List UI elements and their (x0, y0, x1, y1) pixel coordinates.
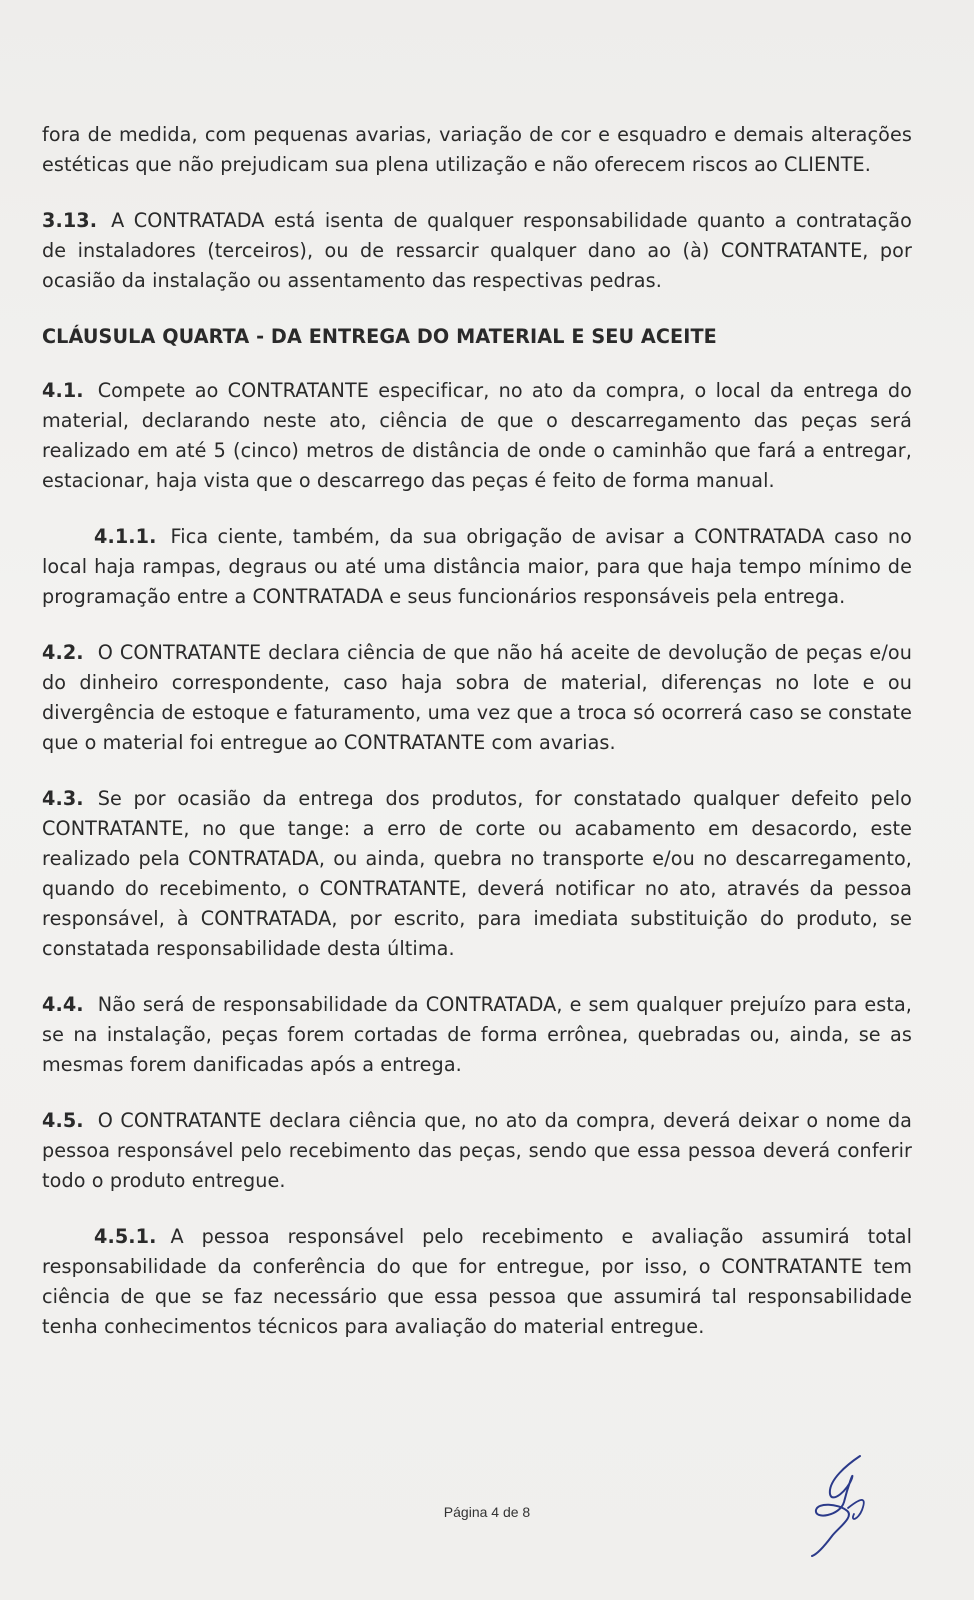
clause-number: 4.3. (42, 787, 84, 810)
clause-4-4 (42, 990, 912, 1080)
clause-text: A CONTRATADA está isenta de qualquer responsabilidade quanto a contratação de instaladores (terceiros), ou de ressarcir qualquer dano ao (à) CONTRATANTE, por ocasião da instalação ou assentamento das respectivas pedras. (42, 209, 912, 292)
clause-3-13 (42, 206, 912, 296)
clause-text: Não será de responsabilidade da CONTRATADA, e sem qualquer prejuízo para esta, se na instalação, peças forem cortadas de forma errônea, quebradas ou, ainda, se as mesmas forem danificadas após a entrega. (42, 993, 912, 1076)
clause-4-1-1 (42, 522, 912, 612)
clause-4-1 (42, 376, 912, 496)
clause-number: 4.5. (42, 1109, 84, 1132)
clause-number: 4.5.1. (94, 1225, 157, 1248)
clause-number: 4.4. (42, 993, 84, 1016)
clause-text: A pessoa responsável pelo recebimento e avaliação assumirá total responsabilidade da conferência do que for entregue, por isso, o CONTRATANTE tem ciência de que se faz necessário que essa pessoa que assumirá tal responsabilidade tenha conhecimentos técnicos para avaliação do material entregue. (42, 1225, 912, 1338)
clause-text: O CONTRATANTE declara ciência de que não há aceite de devolução de peças e/ou do dinheiro correspondente, caso haja sobra de material, diferenças no lote e ou divergência de estoque e faturamento, uma vez que a troca só ocorrerá caso se constate que o material foi entregue ao CONTRATANTE com avarias. (42, 641, 912, 754)
document-body (42, 120, 912, 1368)
clause-number: 4.1.1. (94, 525, 157, 548)
paragraph-text: fora de medida, com pequenas avarias, variação de cor e esquadro e demais alterações estéticas que não prejudicam sua plena utilização e não oferecem riscos ao CLIENTE. (42, 123, 912, 176)
clause-number: 4.2. (42, 641, 84, 664)
clause-text: Se por ocasião da entrega dos produtos, for constatado qualquer defeito pelo CONTRATANTE, no que tange: a erro de corte ou acabamento em desacordo, este realizado pela CONTRATADA, ou ainda, quebra no transporte e/ou no descarregamento, quando do recebimento, o CONTRATANTE, deverá notificar no ato, através da pessoa responsável, à CONTRATADA, por escrito, para imediata substituição do produto, se constatada responsabilidade desta última. (42, 787, 912, 960)
paragraph-continuation (42, 120, 912, 180)
clause-text: Compete ao CONTRATANTE especificar, no ato da compra, o local da entrega do material, declarando neste ato, ciência de que o descarregamento das peças será realizado em até 5 (cinco) metros de distância de onde o caminhão que fará a entregar, estacionar, haja vista que o descarrego das peças é feito de forma manual. (42, 379, 912, 492)
section-heading: CLÁUSULA QUARTA - DA ENTREGA DO MATERIAL E SEU ACEITE (42, 325, 717, 348)
clause-4-5 (42, 1106, 912, 1196)
page-number: Página 4 de 8 (443, 1504, 531, 1520)
clause-number: 3.13. (42, 209, 98, 232)
clause-number: 4.1. (42, 379, 84, 402)
clause-4-2 (42, 638, 912, 758)
clause-text: Fica ciente, também, da sua obrigação de avisar a CONTRATADA caso no local haja rampas, degraus ou até uma distância maior, para que haja tempo mínimo de programação entre a CONTRATADA e seus funcionários responsáveis pela entrega. (42, 525, 912, 608)
clause-4-5-1 (42, 1222, 912, 1342)
signature-initials (808, 1450, 888, 1560)
clause-text: O CONTRATANTE declara ciência que, no ato da compra, deverá deixar o nome da pessoa responsável pelo recebimento das peças, sendo que essa pessoa deverá conferir todo o produto entregue. (42, 1109, 912, 1192)
clause-4-3 (42, 784, 912, 964)
